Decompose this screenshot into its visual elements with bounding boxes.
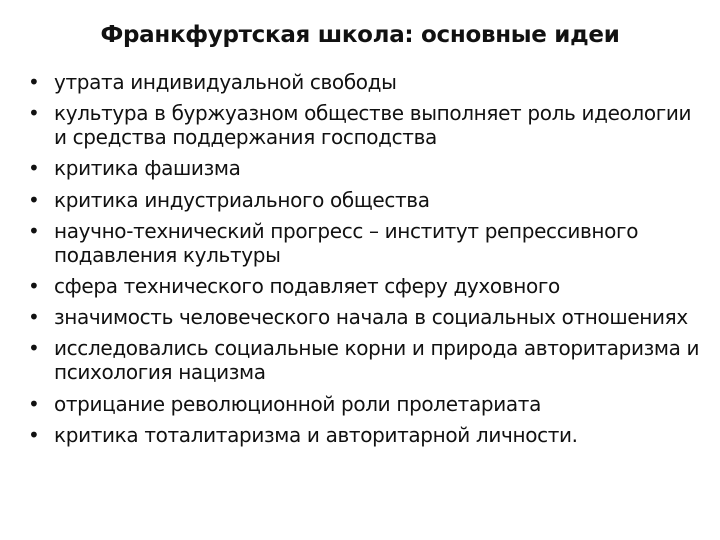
list-item	[28, 336, 708, 384]
list-item	[28, 423, 708, 447]
bullet-icon: •	[28, 187, 40, 212]
bullet-icon: •	[28, 422, 40, 447]
bullet-list	[28, 70, 708, 454]
list-item-text: критика тоталитаризма и авторитарной личности.	[54, 422, 578, 447]
bullet-icon: •	[28, 156, 40, 181]
list-item	[28, 101, 708, 149]
list-item-text: утрата индивидуальной свободы	[54, 70, 397, 94]
list-item-text: значимость человеческого начала в социальных отношениях	[54, 305, 688, 330]
list-item	[28, 392, 708, 416]
bullet-icon: •	[28, 273, 40, 298]
bullet-icon: •	[28, 101, 40, 126]
bullet-icon: •	[28, 218, 40, 243]
bullet-icon: •	[28, 305, 40, 330]
list-item-text: научно-технический прогресс – институт репрессивного подавления культуры	[54, 218, 639, 267]
bullet-icon: •	[28, 391, 40, 416]
list-item-text: исследовались социальные корни и природа авторитаризма и психология нацизма	[54, 336, 700, 385]
list-item-text: культура в буржуазном обществе выполняет роль идеологии и средства поддержания господства	[54, 101, 692, 150]
list-item	[28, 188, 708, 212]
list-item-text: критика фашизма	[54, 156, 241, 181]
bullet-icon: •	[28, 336, 40, 361]
list-item-text: сфера технического подавляет сферу духовного	[54, 273, 560, 298]
list-item	[28, 156, 708, 180]
list-item	[28, 219, 708, 267]
list-item-text: отрицание революционной роли пролетариата	[54, 391, 541, 416]
list-item	[28, 274, 708, 298]
list-item	[28, 70, 708, 94]
list-item	[28, 305, 708, 329]
bullet-icon: •	[28, 70, 40, 94]
slide-title: Франкфуртская школа: основные идеи	[100, 22, 620, 48]
list-item-text: критика индустриального общества	[54, 187, 430, 212]
